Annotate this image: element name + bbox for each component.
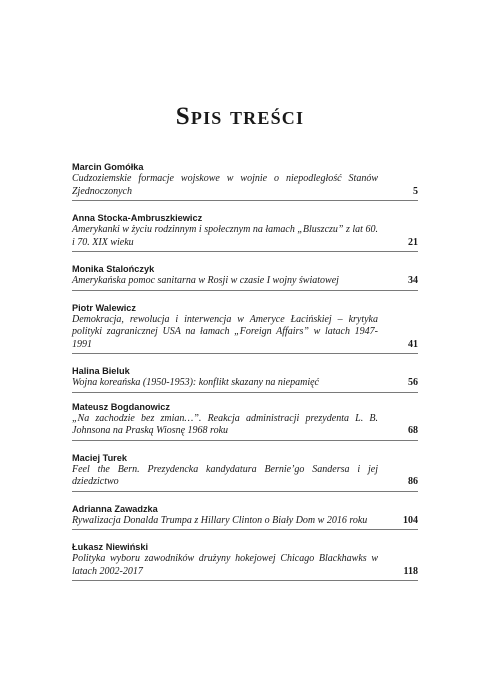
toc-author: Halina Bieluk xyxy=(72,366,130,376)
toc-page-number: 34 xyxy=(408,275,418,286)
toc-page-number: 118 xyxy=(403,565,418,577)
toc-page-number: 5 xyxy=(413,185,418,197)
toc-entry xyxy=(72,400,418,441)
toc-title: Amerykanki w życiu rodzinnym i społecznym na łamach „Bluszczu” z lat 60. i 70. XIX wieku xyxy=(72,224,378,248)
toc-entry xyxy=(72,502,418,531)
toc-title: „Na zachodzie bez zmian…”. Reakcja administracji prezydenta L. B. Johnsona na Praską Wiosnę 1968 roku xyxy=(72,412,378,436)
toc-author: Monika Stalończyk xyxy=(72,264,155,274)
toc-author: Adrianna Zawadzka xyxy=(72,503,158,514)
toc-title: Rywalizacja Donalda Trumpa z Hillary Clinton o Biały Dom w 2016 roku xyxy=(72,514,368,526)
toc-title: Cudzoziemskie formacje wojskowe w wojnie o niepodległość Stanów Zjednoczonych xyxy=(72,173,378,197)
toc-title: Polityka wyboru zawodników drużyny hokejowej Chicago Blackhawks w latach 2002-2017 xyxy=(72,553,378,577)
toc-page-number: 56 xyxy=(408,377,418,388)
toc-entry xyxy=(72,160,418,201)
page-title: Spis treści xyxy=(175,103,305,130)
toc-author: Marcin Gomółka xyxy=(72,162,144,172)
toc-page-number: 41 xyxy=(408,338,418,350)
toc-author: Anna Stocka-Ambruszkiewicz xyxy=(72,213,203,223)
toc-page-number: 21 xyxy=(408,236,418,248)
toc-author: Maciej Turek xyxy=(72,452,127,463)
toc-page-number: 68 xyxy=(408,425,418,436)
toc-author: Mateusz Bogdanowicz xyxy=(72,401,171,412)
toc-page-number: 86 xyxy=(408,476,418,487)
toc-entry xyxy=(72,451,418,492)
toc-title: Feel the Bern. Prezydencka kandydatura Bernie’go Sandersa i jej dziedzictwo xyxy=(72,463,378,487)
toc-page-number: 104 xyxy=(403,514,418,526)
toc-author: Piotr Walewicz xyxy=(72,302,136,313)
toc-entry xyxy=(72,262,418,291)
toc-title: Demokracja, rewolucja i interwencja w Ameryce Łacińskiej – krytyka polityki zagranicznej USA na łamach „Foreign Affairs” w latach 1947-1991 xyxy=(72,313,378,350)
toc-entry xyxy=(72,540,418,581)
table-of-contents xyxy=(72,160,418,581)
toc-entry xyxy=(72,301,418,355)
toc-entry xyxy=(72,211,418,252)
toc-entry xyxy=(72,364,418,393)
toc-title: Wojna koreańska (1950-1953): konflikt skazany na niepamięć xyxy=(72,377,319,388)
toc-title: Amerykańska pomoc sanitarna w Rosji w czasie I wojny światowej xyxy=(72,275,339,286)
toc-author: Łukasz Niewiński xyxy=(72,542,149,552)
